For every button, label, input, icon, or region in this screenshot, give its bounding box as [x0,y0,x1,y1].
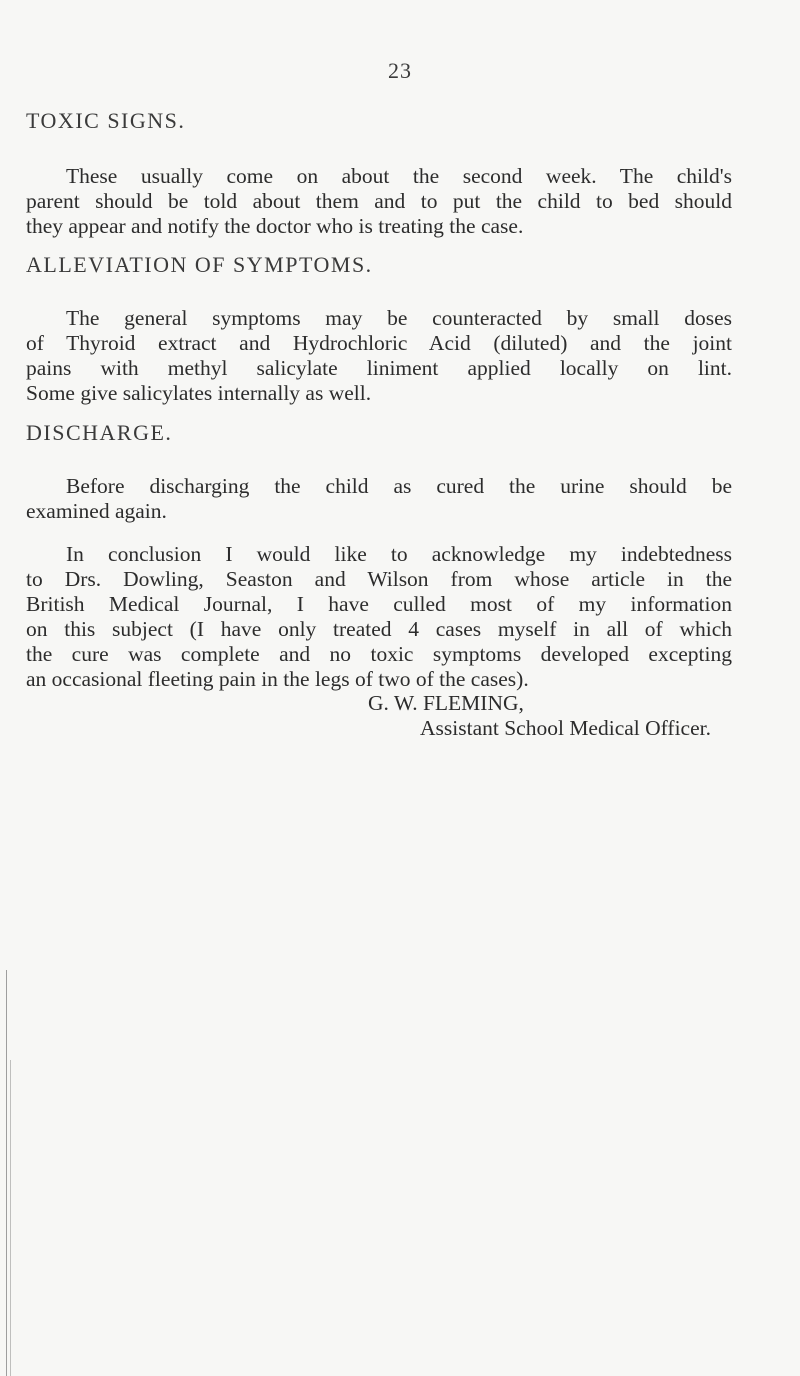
text-line: on this subject (I have only treated 4 cases myself in all of which [26,617,732,641]
signature-title: Assistant School Medical Officer. [420,716,711,740]
margin-scan-line [6,970,7,1376]
text-line: parent should be told about them and to put the child to bed should [26,189,732,213]
text-line: pains with methyl salicylate liniment applied locally on lint. [26,356,732,380]
paragraph-alleviation [26,306,732,406]
heading-discharge: DISCHARGE. [26,420,173,445]
text-line: of Thyroid extract and Hydrochloric Acid (diluted) and the joint [26,331,732,355]
text-line: the cure was complete and no toxic symptoms developed excepting [26,642,732,666]
heading-toxic-signs: TOXIC SIGNS. [26,108,186,133]
heading-alleviation-of-symptoms: ALLEVIATION OF SYMPTOMS. [26,252,373,277]
text-line: examined again. [26,499,167,523]
text-line: In conclusion I would like to acknowledge my indebtedness [66,542,732,566]
margin-scan-line [10,1060,11,1376]
text-line: These usually come on about the second week. The child's [66,164,732,188]
text-line: to Drs. Dowling, Seaston and Wilson from whose article in the [26,567,732,591]
paragraph-conclusion [26,542,732,692]
text-line: Some give salicylates internally as well. [26,381,372,405]
text-line: British Medical Journal, I have culled most of my information [26,592,732,616]
text-line: an occasional fleeting pain in the legs of two of the cases). [26,667,529,691]
text-line: Before discharging the child as cured the urine should be [66,474,732,498]
paragraph-toxic-signs [26,164,732,239]
page-number: 23 [388,58,412,83]
text-line: The general symptoms may be counteracted by small doses [66,306,732,330]
text-line: they appear and notify the doctor who is treating the case. [26,214,524,238]
signature-name: G. W. FLEMING, [368,691,524,715]
paragraph-discharge [26,474,732,524]
